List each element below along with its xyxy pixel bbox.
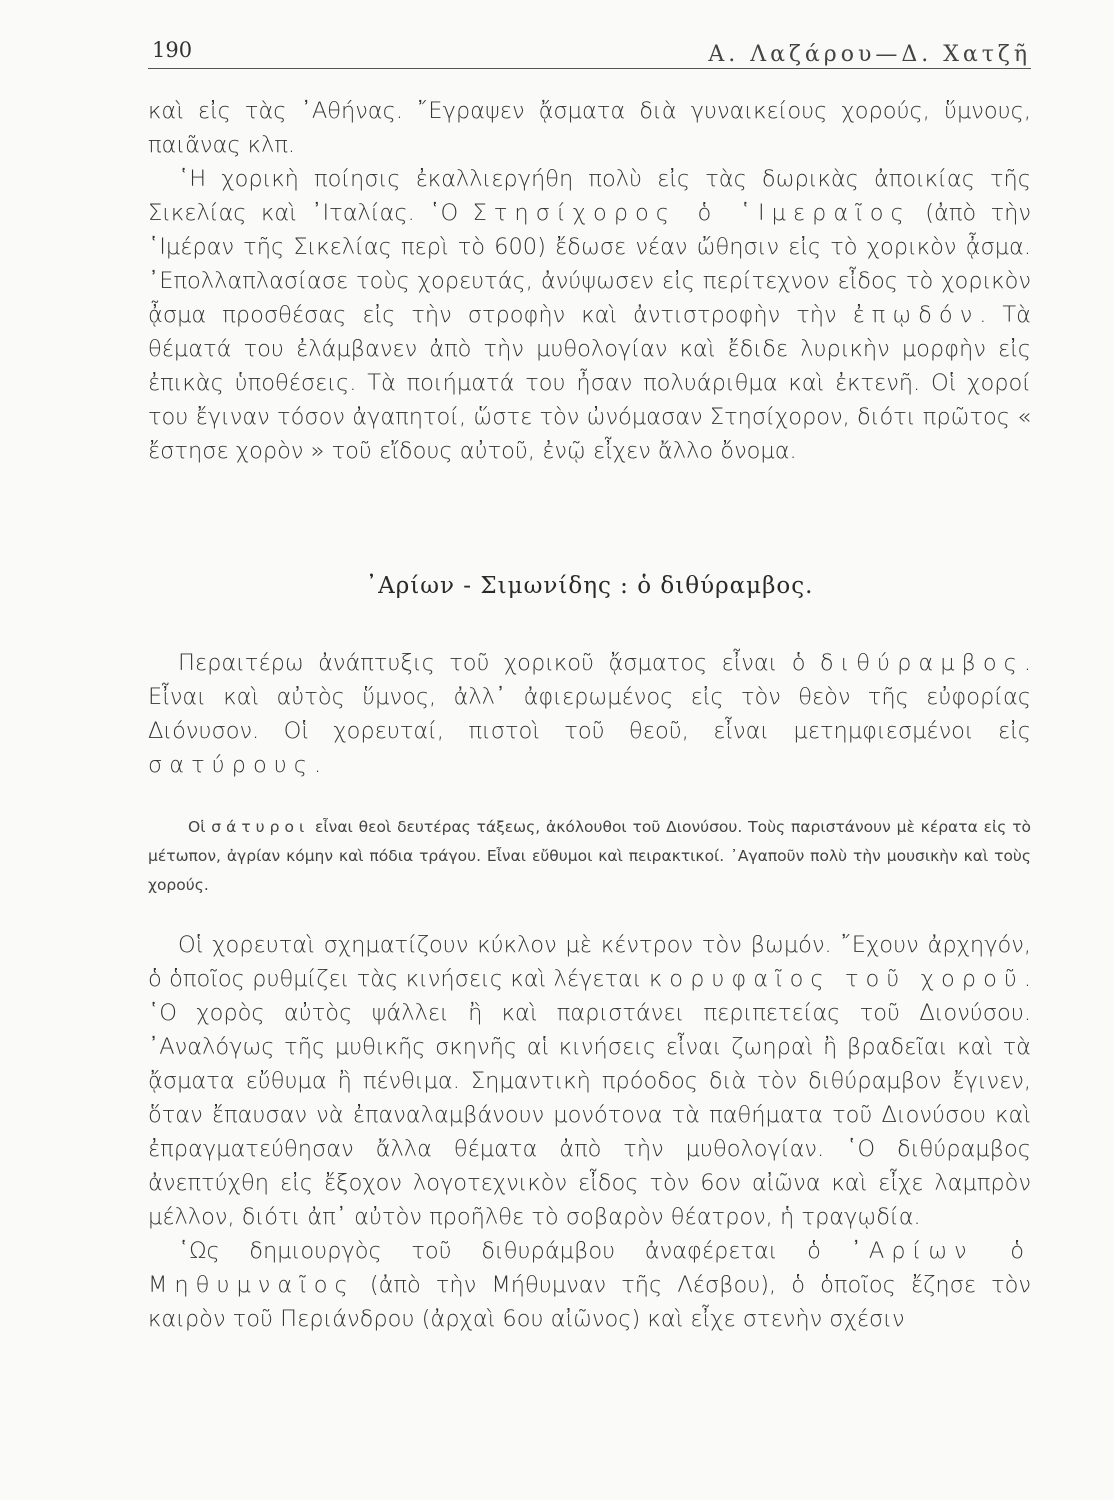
running-head: Α. Λαζάρου—Δ. Χατζῆ <box>708 42 1031 67</box>
paragraph: καὶ εἰς τὰς ᾿Αθήνας. ῎Εγραψεν ᾄσματα διὰ γυναικείους χορούς, ὕμνους, παιᾶνας κλπ. <box>148 98 1031 158</box>
note-paragraph <box>148 813 1031 900</box>
paragraph <box>148 928 1031 1234</box>
text-run: . <box>313 752 322 778</box>
text-run: (ἀπὸ τὴν ῾Ιμέραν τῆς Σικελίας περὶ τὸ 600) ἔδωσε νέαν ὤθησιν εἰς τὸ χορικὸν ᾆσμα. ᾿Επολλαπλασίασε τοὺς χορευτάς, ἀνύψωσεν εἰς περίτεχνον εἶδος τὸ χορικὸν ᾆσμα προσθέσας εἰς τὴν στροφὴν καὶ ἀντιστροφὴν τὴν <box>148 200 1032 328</box>
note-block <box>148 813 1031 900</box>
spaced-name: Στησίχορος ὁ ῾Ιμεραῖος <box>472 200 911 226</box>
page-number: 190 <box>152 38 193 62</box>
spaced-term: σατύρους <box>148 752 314 778</box>
text-run: . Τὰ θέματά του ἐλάμβανεν ἀπὸ τὴν μυθολογίαν καὶ ἔδιδε λυρικὴν μορφὴν εἰς ἐπικὰς ὑποθέσεις. Τὰ ποιήματά του ἦσαν πολυάριθμα καὶ ἐκτενῆ. Οἱ χοροί του ἔγιναν τόσον ἀγαπητοί, ὥστε τὸν ὠνόμασαν Στησίχορον, διότι πρῶτος « ἔστησε χορὸν » τοῦ εἴδους αὐτοῦ, ἐνῷ εἶχεν ἄλλο ὄνομα. <box>148 302 1031 464</box>
spaced-name: ᾿Αρίων ὁ Μηθυμναῖος <box>148 1238 1032 1298</box>
page-header <box>148 34 1031 69</box>
paragraph <box>148 162 1031 468</box>
spaced-term: κορυφαῖος τοῦ χοροῦ <box>648 966 1024 992</box>
text-run: . ῾Ο χορὸς αὐτὸς ψάλλει ἢ καὶ παριστάνει περιπετείας τοῦ Διονύσου. ᾿Αναλόγως τῆς μυθικῆς σκηνῆς αἱ κινήσεις εἶναι ζωηραὶ ἢ βραδεῖαι καὶ τὰ ᾄσματα εὔθυμα ἢ πένθιμα. Σημαντικὴ πρόοδος διὰ τὸν διθύραμβον ἔγινεν, ὅταν ἔπαυσαν νὰ ἐπαναλαμβάνουν μονότονα τὰ παθήματα τοῦ Διονύσου καὶ ἐπραγματεύθησαν ἄλλα θέματα ἀπὸ τὴν μυθολογίαν. ῾Ο διθύραμβος ἀνεπτύχθη εἰς ἔξοχον λογοτεχνικὸν εἶδος τὸν 6ον αἰῶνα καὶ εἶχε λαμπρὸν μέλλον, διότι ἀπ᾿ αὐτὸν προῆλθε τὸ σοβαρὸν θέατρον, ἡ τραγῳδία. <box>148 966 1032 1230</box>
text-run: Οἱ <box>188 818 212 836</box>
spaced-term: σάτυροι <box>211 818 310 836</box>
text-run: . Εἶναι καὶ αὐτὸς ὕμνος, ἀλλ᾿ ἀφιερωμένος εἰς τὸν θεὸν τῆς εὐφορίας Διόνυσον. Οἱ χορευταί, πιστοὶ τοῦ θεοῦ, εἶναι μετημφιεσμένοι εἰς <box>148 650 1031 744</box>
paragraph <box>148 1234 1031 1336</box>
spaced-term: διθύραμβος <box>819 650 1024 676</box>
text-block-stesichorus <box>148 94 1031 468</box>
paragraph <box>148 646 1031 782</box>
text-run: Περαιτέρω ἀνάπτυξις τοῦ χορικοῦ ᾄσματος εἶναι ὁ <box>178 650 820 676</box>
text-block-chorus <box>148 928 1031 1336</box>
text-run: ῾Ως δημιουργὸς τοῦ διθυράμβου ἀναφέρεται ὁ <box>178 1238 851 1264</box>
text-run: (ἀπὸ τὴν Μήθυμναν τῆς Λέσβου), ὁ ὁποῖος ἔζησε τὸν καιρὸν τοῦ Περιάνδρου (ἀρχαὶ 6ου αἰῶνος) καὶ εἶχε στενὴν σχέσιν <box>148 1272 1031 1332</box>
section-heading: ᾿Αρίων - Σιμωνίδης : ὁ διθύραμβος. <box>365 573 814 599</box>
text-run: Οἱ χορευταὶ σχηματίζουν κύκλον μὲ κέντρον τὸν βωμόν. ῎Εχουν ἀρχηγόν, ὁ ὁποῖος ρυθμίζει τὰς κινήσεις καὶ λέγεται <box>148 932 1031 992</box>
text-run: εἶναι θεοὶ δευτέρας τάξεως, ἀκόλουθοι τοῦ Διονύσου. Τοὺς παριστάνουν μὲ κέρατα εἰς τὸ μέτωπον, ἀγρίαν κόμην καὶ πόδια τράγου. Εἶναι εὔθυμοι καὶ πειρακτικοί. ᾿Αγαποῦν πολὺ τὴν μουσικὴν καὶ τοὺς χορούς. <box>148 818 1032 894</box>
text-block-dithyramb <box>148 646 1031 782</box>
text-run: ῾Η χορικὴ ποίησις ἐκαλλιεργήθη πολὺ εἰς τὰς δωρικὰς ἀποικίας τῆς Σικελίας καὶ ᾿Ιταλίας. ῾Ο <box>148 166 1031 226</box>
spaced-term: ἐπῳδόν <box>852 302 980 328</box>
